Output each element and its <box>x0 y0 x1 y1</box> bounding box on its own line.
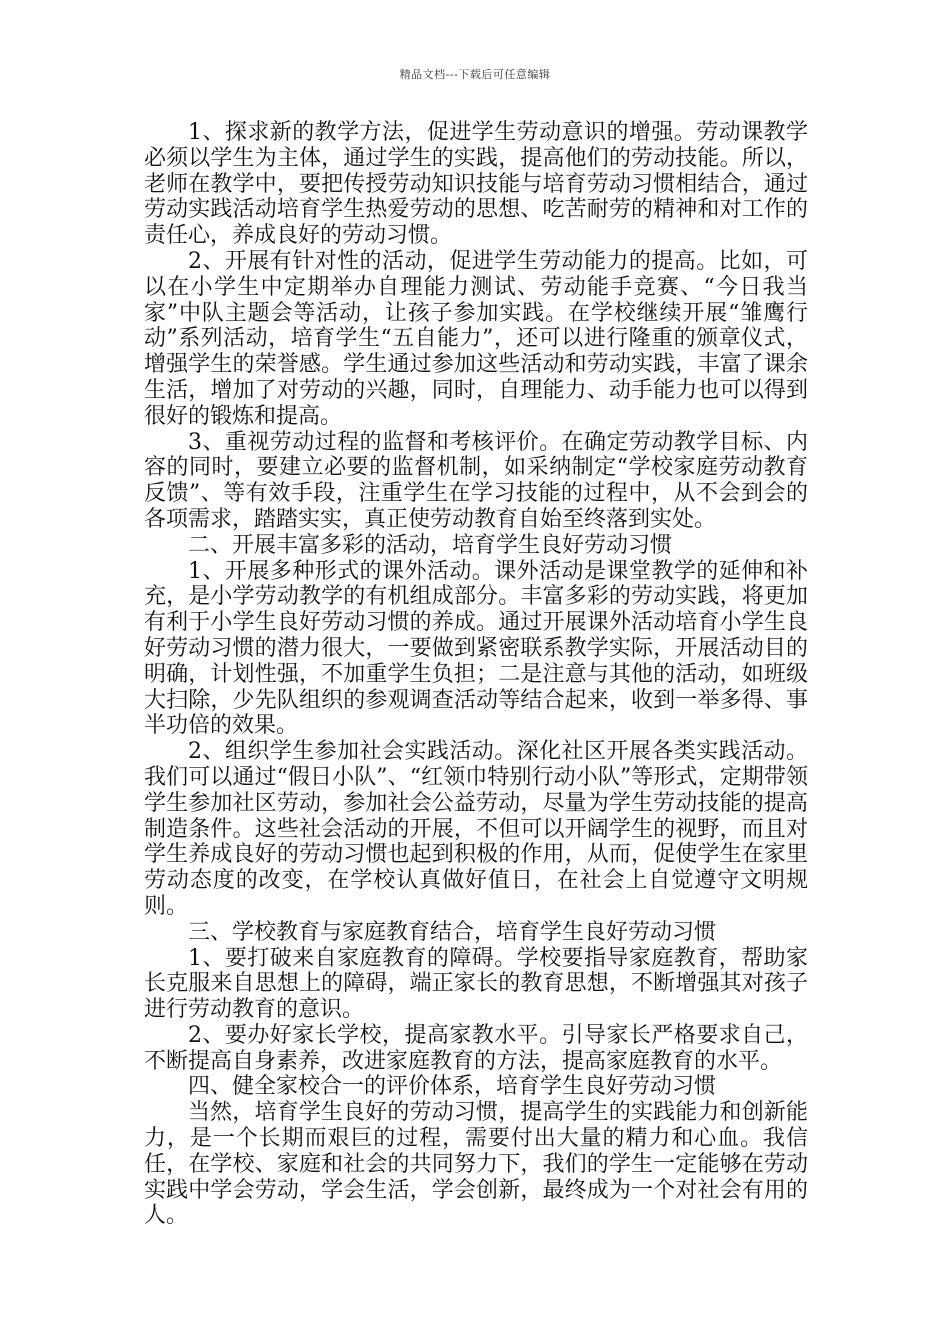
paragraph-1: 1、探求新的教学方法，促进学生劳动意识的增强。劳动课教学必须以学生为主体，通过学生的实践，提高他们的劳动技能。所以，老师在教学中，要把传授劳动知识技能与培育劳动习惯相结合，通过劳动实践活动培育学生热爱劳动的思想、吃苦耐劳的精神和对工作的责任心，养成良好的劳动习惯。 <box>144 120 808 249</box>
paragraph-8: 当然，培育学生良好的劳动习惯，提高学生的实践能力和创新能力，是一个长期而艰巨的过程，需要付出大量的精力和心血。我信任，在学校、家庭和社会的共同努力下，我们的学生一定能够在劳动实践中学会劳动，学会生活，学会创新，最终成为一个对社会有用的人。 <box>144 1100 808 1229</box>
section-heading-3: 三、学校教育与家庭教育结合，培育学生良好劳动习惯 <box>188 919 717 945</box>
paragraph-2: 2、开展有针对性的活动，促进学生劳动能力的提高。比如，可以在小学生中定期举办自理能力测试、劳动能手竞赛、“今日我当家”中队主题会等活动，让孩子参加实践。在学校继续开展“雏鹰行动”系列活动，培育学生“五自能力”，还可以进行隆重的颁章仪式，增强学生的荣誉感。学生通过参加这些活动和劳动实践，丰富了课余生活，增加了对劳动的兴趣，同时，自理能力、动手能力也可以得到很好的锻炼和提高。 <box>144 248 808 429</box>
paragraph-6: 1、要打破来自家庭教育的障碍。学校要指导家庭教育，帮助家长克服来自思想上的障碍，端正家长的教育思想，不断增强其对孩子进行劳动教育的意识。 <box>144 945 808 1023</box>
section-heading-4: 四、健全家校合一的评价体系，培育学生良好劳动习惯 <box>188 1074 717 1100</box>
section-heading-2: 二、开展丰富多彩的活动，培育学生良好劳动习惯 <box>188 532 673 558</box>
document-body <box>144 120 808 1229</box>
page-header: 精品文档---下载后可任意编辑 <box>399 68 551 81</box>
paragraph-4: 1、开展多种形式的课外活动。课外活动是课堂教学的延伸和补充，是小学劳动教学的有机组成部分。丰富多彩的劳动实践，将更加有利于小学生良好劳动习惯的养成。通过开展课外活动培育小学生良好劳动习惯的潜力很大，一要做到紧密联系教学实际，开展活动目的明确，计划性强，不加重学生负担；二是注意与其他的活动，如班级大扫除，少先队组织的参观调查活动等结合起来，收到一举多得、事半功倍的效果。 <box>144 558 808 739</box>
paragraph-5: 2、组织学生参加社会实践活动。深化社区开展各类实践活动。我们可以通过“假日小队”、“红领巾特别行动小队”等形式，定期带领学生参加社区劳动，参加社会公益劳动，尽量为学生劳动技能的提高制造条件。这些社会活动的开展，不但可以开阔学生的视野，而且对学生养成良好的劳动习惯也起到积极的作用，从而，促使学生在家里劳动态度的改变，在学校认真做好值日，在社会上自觉遵守文明规则。 <box>144 739 808 919</box>
paragraph-7: 2、要办好家长学校，提高家教水平。引导家长严格要求自己，不断提高自身素养，改进家庭教育的方法，提高家庭教育的水平。 <box>144 1022 808 1074</box>
paragraph-3: 3、重视劳动过程的监督和考核评价。在确定劳动教学目标、内容的同时，要建立必要的监督机制，如采纳制定“学校家庭劳动教育反馈”、等有效手段，注重学生在学习技能的过程中，从不会到会的各项需求，踏踏实实，真正使劳动教育自始至终落到实处。 <box>144 429 808 532</box>
